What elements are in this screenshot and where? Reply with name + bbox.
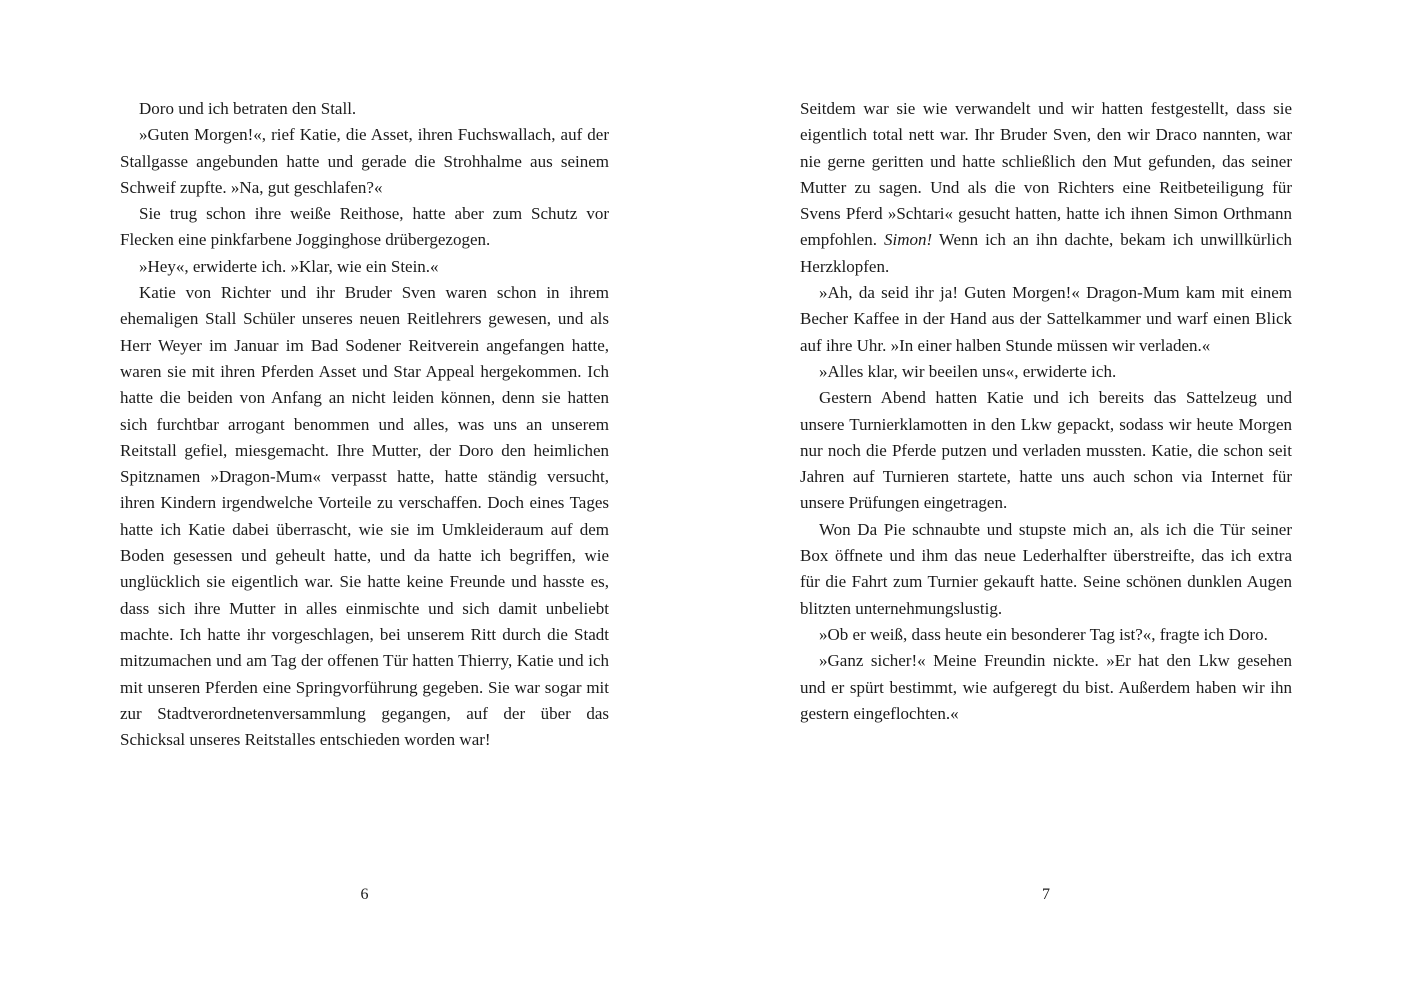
paragraph <box>800 385 1292 516</box>
page-left-text <box>120 96 609 753</box>
page-number-left: 6 <box>360 886 369 903</box>
paragraph <box>800 280 1292 359</box>
text-run: Won Da Pie schnaubte und stupste mich an, als ich die Tür seiner Box öffnete und ihm das neue Lederhalfter überstreifte, das ich extra für die Fahrt zum Turnier gekauft hatte. Seine schönen dunklen Augen blitzten unternehmungslustig. <box>800 519 1292 618</box>
text-run: »Alles klar, wir beeilen uns«, erwiderte ich. <box>819 361 1117 381</box>
text-run: Seitdem war sie wie verwandelt und wir hatten festgestellt, dass sie eigentlich total nett war. Ihr Bruder Sven, den wir Draco nannten, war nie gerne geritten und hatte schließlich den Mut gefunden, das seiner Mutter zu sagen. Und als die von Richters eine Reitbeteiligung für Svens Pferd »Schtari« gesucht hatten, hatte ich ihnen Simon Orthmann empfohlen. <box>800 99 1292 250</box>
paragraph <box>800 622 1292 648</box>
paragraph <box>120 122 609 201</box>
paragraph <box>800 517 1292 622</box>
paragraph <box>800 96 1292 280</box>
text-run: »Guten Morgen!«, rief Katie, die Asset, ihren Fuchswallach, auf der Stallgasse angebunden hatte und gerade die Strohhalme aus seinem Schweif zupfte. »Na, gut geschlafen?« <box>120 125 609 197</box>
italic-text-run: Simon! <box>883 230 933 250</box>
paragraph <box>800 359 1292 385</box>
paragraph <box>120 280 609 753</box>
text-run: »Ganz sicher!« Meine Freundin nickte. »Er hat den Lkw gesehen und er spürt bestimmt, wie aufgeregt du bist. Außerdem haben wir ihn gestern eingeflochten.« <box>800 651 1292 723</box>
paragraph <box>800 648 1292 727</box>
page-number-right: 7 <box>1042 886 1050 903</box>
paragraph <box>120 201 609 254</box>
text-run: Gestern Abend hatten Katie und ich bereits das Sattelzeug und unsere Turnierklamotten in den Lkw gepackt, sodass wir heute Morgen nur noch die Pferde putzen und verladen mussten. Katie, die schon seit Jahren auf Turnieren startete, hatte uns auch schon via Internet für unsere Prüfungen eingetragen. <box>800 388 1292 513</box>
paragraph <box>120 96 609 122</box>
paragraph <box>120 254 609 280</box>
text-run: Doro und ich betraten den Stall. <box>139 99 357 118</box>
text-run: »Ob er weiß, dass heute ein besonderer Tag ist?«, fragte ich Doro. <box>819 624 1268 644</box>
text-run: Sie trug schon ihre weiße Reithose, hatte aber zum Schutz vor Flecken eine pinkfarbene Jogginghose drübergezogen. <box>120 204 609 250</box>
page-right-text <box>800 96 1292 727</box>
text-run: Wenn ich an ihn dachte, bekam ich unwillkürlich Herzklopfen. <box>800 230 1292 276</box>
text-run: »Hey«, erwiderte ich. »Klar, wie ein Stein.« <box>139 256 439 276</box>
text-run: Katie von Richter und ihr Bruder Sven waren schon in ihrem ehemaligen Stall Schüler unseres neuen Reitlehrers gewesen, und als Herr Weyer im Januar im Bad Sodener Reitverein angefangen hatte, waren sie mit ihren Pferden Asset und Star Appeal hergekommen. Ich hatte die beiden von Anfang an nicht leiden können, denn sie hatten sich furchtbar arrogant benommen und alles, was uns an unserem Reitstall gefiel, miesgemacht. Ihre Mutter, der Doro den heimlichen Spitznamen »Dragon-Mum« verpasst hatte, hatte ständig versucht, ihren Kindern irgendwelche Vorteile zu verschaffen. Doch eines Tages hatte ich Katie dabei überrascht, wie sie im Umkleideraum auf dem Boden gesessen und geheult hatte, und da hatte ich begriffen, wie unglücklich sie eigentlich war. Sie hatte keine Freunde und hasste es, dass sich ihre Mutter in alles einmischte und sich damit unbeliebt machte. Ich hatte ihr vorgeschlagen, bei unserem Ritt durch die Stadt mitzumachen und am Tag der offenen Tür hatten Thierry, Katie und ich mit unseren Pferden eine Springvorführung gegeben. Sie war sogar mit zur Stadtverordnetenversammlung gegangen, auf der über das Schicksal unseres Reitstalles entschieden worden war! <box>120 283 609 750</box>
text-run: »Ah, da seid ihr ja! Guten Morgen!« Dragon-Mum kam mit einem Becher Kaffee in der Hand aus der Sattelkammer und warf einen Blick auf ihre Uhr. »In einer halben Stunde müssen wir verladen.« <box>800 283 1292 355</box>
